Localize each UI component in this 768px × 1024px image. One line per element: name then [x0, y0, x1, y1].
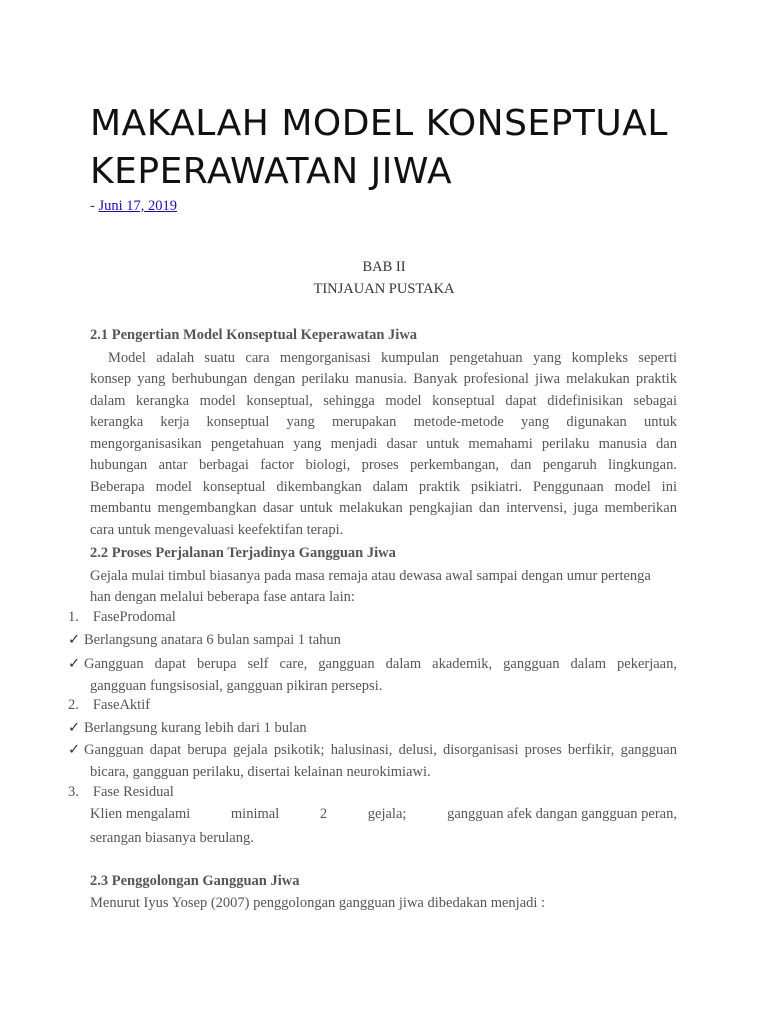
check-icon: ✓: [68, 742, 81, 758]
phase-number: 3.: [68, 784, 79, 800]
check-item: [68, 740, 677, 783]
phase-2: [68, 697, 150, 714]
phase-3: [68, 784, 174, 801]
section-2-3-text: Menurut Iyus Yosep (2007) penggolongan gangguan jiwa dibedakan menjadi :: [90, 895, 546, 911]
phase-3-word: gangguan afek dangan gangguan peran,: [447, 806, 677, 822]
phase-number: 1.: [68, 609, 79, 625]
section-2-2-heading: 2.2 Proses Perjalanan Terjadinya Gangguan Jiwa: [90, 545, 396, 561]
paragraph-line: Model adalah suatu cara mengorganisasi kumpulan pengetahuan yang kompleks seperti: [108, 350, 677, 366]
page-title: [90, 100, 730, 196]
phase-name: Fase Residual: [92, 784, 174, 800]
check-text: Berlangsung kurang lebih dari 1 bulan: [84, 720, 307, 736]
date-link[interactable]: Juni 17, 2019: [98, 198, 178, 214]
section-2-1-heading: 2.1 Pengertian Model Konseptual Keperawatan Jiwa: [90, 327, 418, 343]
check-text: Gangguan dapat berupa self care, gangguan dalam akademik, gangguan dalam pekerjaan,: [84, 656, 677, 672]
paragraph-line: Beberapa model konseptual dikembangkan dalam praktik psikiatri. Penggunaan model ini: [90, 479, 677, 495]
check-icon: ✓: [68, 720, 81, 736]
check-text-continued: bicara, gangguan perilaku, disertai kelainan neurokimiawi.: [90, 763, 431, 780]
section-2-3-heading: 2.3 Penggolongan Gangguan Jiwa: [90, 873, 300, 889]
phase-name: FaseProdomal: [92, 609, 176, 625]
chapter-title: TINJAUAN PUSTAKA: [313, 281, 455, 297]
phase-3-word: Klien mengalami: [90, 806, 191, 822]
section-2-2-intro-line: Gejala mulai timbul biasanya pada masa remaja atau dewasa awal sampai dengan umur pertenga: [90, 568, 651, 584]
phase-3-word: minimal: [230, 806, 280, 822]
check-text-continued: gangguan fungsisosial, gangguan pikiran persepsi.: [90, 677, 383, 694]
phase-number: 2.: [68, 697, 79, 713]
paragraph-line: kerangka kerja konseptual yang merupakan metode-metode yang digunakan untuk: [90, 414, 677, 430]
check-icon: ✓: [68, 632, 81, 648]
date-prefix: -: [90, 198, 99, 214]
check-item: [68, 718, 677, 740]
paragraph-line: hubungan antar berbagai factor biologi, proses perkembangan, dan pengaruh lingkungan.: [90, 457, 677, 473]
phase-3-text-continued: serangan biasanya berulang.: [90, 830, 254, 846]
phase-name: FaseAktif: [92, 697, 151, 713]
check-text: Gangguan dapat berupa gejala psikotik; halusinasi, delusi, disorganisasi proses berfikir, gangguan: [84, 742, 677, 758]
phase-3-word: 2: [319, 806, 328, 822]
paragraph-line: dalam kerangka model konseptual, sehingga model konseptual dapat didefinisikan sebagai: [90, 393, 677, 409]
chapter-number: BAB II: [362, 259, 406, 275]
check-item: [68, 654, 677, 697]
paragraph-line: konsep yang berhubungan dengan perilaku manusia. Banyak profesional jiwa melakukan praktik: [90, 371, 677, 387]
paragraph-line: mengorganisasikan pengetahuan yang menjadi dasar untuk memahami perilaku manusia dan: [90, 436, 677, 452]
check-text: Berlangsung anatara 6 bulan sampai 1 tahun: [84, 632, 341, 648]
phase-3-text: [90, 806, 677, 823]
paragraph-line: membantu mengembangkan dasar untuk melakukan pengkajian dan intervensi, juga memberikan: [90, 500, 677, 516]
title-line-2: KEPERAWATAN JIWA: [90, 151, 453, 192]
paragraph-line: cara untuk mengevaluasi keefektifan terapi.: [90, 522, 344, 538]
phase-1: [68, 609, 176, 626]
post-date: [90, 198, 177, 215]
check-icon: ✓: [68, 656, 81, 672]
title-line-1: MAKALAH MODEL KONSEPTUAL: [90, 103, 668, 144]
section-2-2-intro-line: han dengan melalui beberapa fase antara lain:: [90, 589, 355, 605]
phase-3-word: gejala;: [367, 806, 407, 822]
check-item: [68, 630, 677, 652]
